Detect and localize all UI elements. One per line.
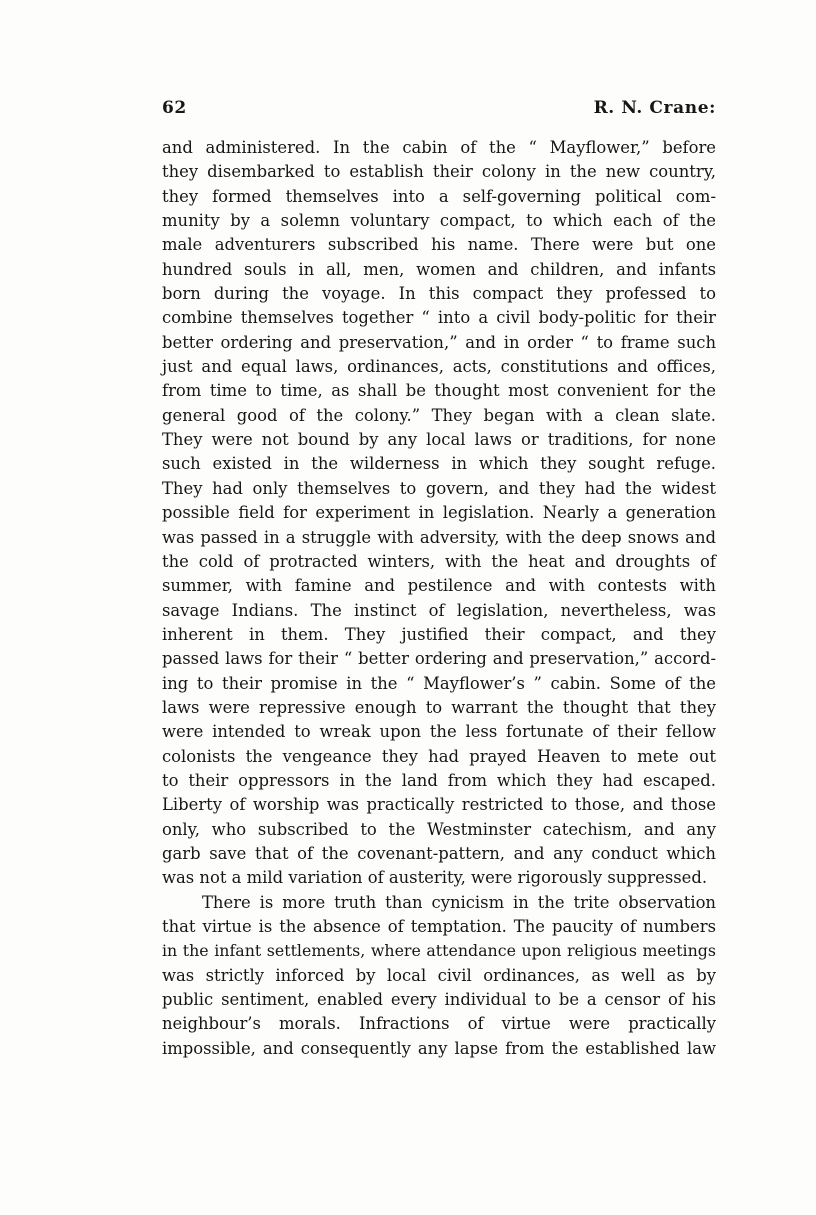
text-line: better ordering and preservation,” and in order “ to frame such — [162, 332, 716, 352]
text-line: from time to time, as shall be thought most convenient for the — [162, 381, 716, 401]
text-line: they disembarked to establish their colony in the new country, — [162, 162, 716, 182]
text-line: hundred souls in all, men, women and children, and infants — [162, 259, 716, 279]
text-line: combine themselves together “ into a civil body-politic for their — [162, 308, 716, 328]
text-line: summer, with famine and pestilence and with contests with — [162, 576, 716, 596]
text-line: possible field for experiment in legislation. Nearly a generation — [162, 503, 716, 523]
text-line: they formed themselves into a self-governing political com- — [162, 186, 716, 206]
text-line: that virtue is the absence of temptation. The paucity of numbers — [162, 917, 716, 936]
text-line: Liberty of worship was practically restricted to those, and those — [162, 795, 716, 815]
paragraph-first-line: There is more truth than cynicism in the trite observation — [202, 892, 716, 912]
text-line: passed laws for their “ better ordering and preservation,” accord- — [162, 649, 716, 669]
running-head — [162, 98, 716, 124]
text-line: the cold of protracted winters, with the heat and droughts of — [162, 551, 716, 571]
text-line: only, who subscribed to the Westminster catechism, and any — [162, 819, 716, 839]
text-line: was passed in a struggle with adversity, with the deep snows and — [162, 527, 716, 547]
text-line: was strictly inforced by local civil ordinances, as well as by — [162, 965, 716, 985]
text-line: and administered. In the cabin of the “ Mayflower,” before — [162, 138, 716, 157]
text-line: public sentiment, enabled every individual to be a censor of his — [162, 990, 716, 1010]
body-text — [162, 136, 716, 1061]
text-line: garb save that of the covenant-pattern, and any conduct which — [162, 843, 716, 863]
text-line: inherent in them. They justified their compact, and they — [162, 624, 716, 644]
text-line: They had only themselves to govern, and they had the widest — [162, 478, 716, 498]
text-line: impossible, and consequently any lapse from the established law — [162, 1038, 716, 1058]
text-line: colonists the vengeance they had prayed Heaven to mete out — [162, 746, 716, 766]
text-line: general good of the colony.” They began with a clean slate. — [162, 405, 716, 425]
paragraph-last-line: was not a mild variation of austerity, were rigorously suppressed. — [162, 868, 708, 888]
text-line: to their oppressors in the land from which they had escaped. — [162, 770, 716, 790]
text-line: such existed in the wilderness in which they sought refuge. — [162, 454, 716, 474]
running-title: R. N. Crane: — [593, 98, 716, 118]
page-number: 62 — [162, 98, 187, 118]
text-line: They were not bound by any local laws or traditions, for none — [162, 430, 716, 450]
text-line: male adventurers subscribed his name. There were but one — [162, 235, 716, 255]
text-line: born during the voyage. In this compact they professed to — [162, 284, 716, 304]
text-line: savage Indians. The instinct of legislation, nevertheless, was — [162, 600, 716, 620]
text-line: just and equal laws, ordinances, acts, constitutions and offices, — [162, 357, 716, 377]
text-line: laws were repressive enough to warrant the thought that they — [162, 697, 716, 717]
text-line: in the infant settlements, where attendance upon religious meetings — [162, 941, 716, 961]
text-line: ing to their promise in the “ Mayflower’s ” cabin. Some of the — [162, 673, 716, 693]
text-line: munity by a solemn voluntary compact, to which each of the — [162, 211, 716, 231]
text-line: were intended to wreak upon the less fortunate of their fellow — [162, 722, 716, 742]
text-line: neighbour’s morals. Infractions of virtue were practically — [162, 1014, 716, 1034]
